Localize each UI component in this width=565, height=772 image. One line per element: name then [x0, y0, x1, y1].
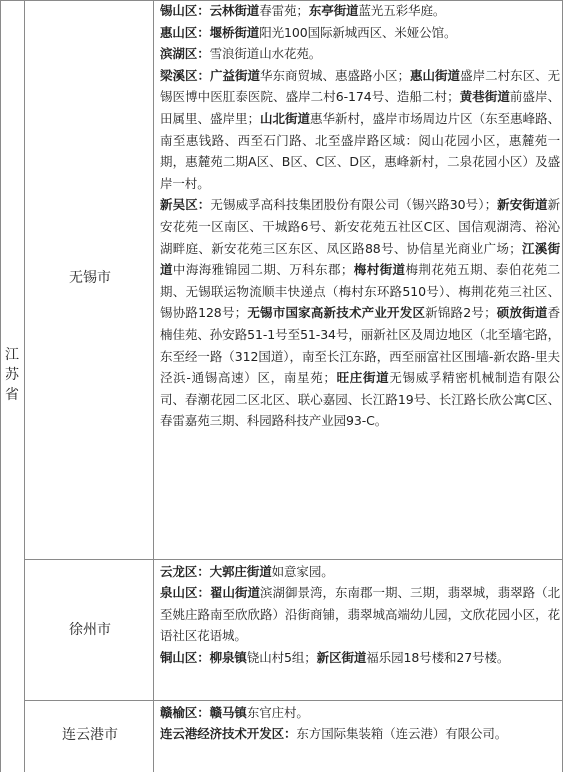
location-text: 蓝光五彩华庭。	[358, 3, 446, 18]
district-paragraph	[160, 582, 560, 646]
location-text: 无锡威孚高科技集团股份有限公司（锡兴路30号）；	[210, 197, 497, 213]
location-text: 盛岸二村东区、无锡医博中医肛泰医院、盛岸二村6-174号、造船二村；	[160, 67, 560, 105]
subdistrict-name: 硕放街道	[496, 305, 548, 321]
city-cell-lianyungang: 连云港市	[62, 727, 118, 743]
district-name: 新吴区：	[160, 197, 211, 213]
content-cell-xuzhou	[160, 561, 560, 668]
location-text: 如意家园。	[271, 564, 334, 579]
subdistrict-name: 广益街道	[210, 67, 261, 83]
location-text: 阳光100国际新城西区、米娅公馆。	[259, 24, 457, 40]
location-text: 东官庄村。	[246, 705, 309, 720]
district-paragraph	[160, 723, 560, 744]
subdistrict-name: 山北街道	[259, 110, 311, 126]
province-cell	[2, 345, 22, 405]
subdistrict-name: 赣马镇	[209, 705, 247, 720]
location-text: 东方国际集装箱（连云港）有限公司。	[296, 726, 508, 742]
district-paragraph	[160, 561, 560, 582]
district-name: 惠山区：	[160, 24, 210, 40]
subdistrict-name: 东亭街道	[308, 3, 359, 18]
district-name: 铜山区：	[160, 649, 210, 665]
location-text: 前盛岸、田属里、盛岸里；	[160, 89, 560, 126]
table-border-left	[0, 0, 1, 772]
location-text: 铙山村5组；	[246, 649, 317, 665]
location-text: 香楠佳苑、孙安路51-1号至51-34号，丽新社区及周边地区（北至墙宅路，东至经一路（312国道），南至长江东路，西至丽富社区围墙-新农路-里夫泾浜-通锡高速）区，南星苑；	[160, 305, 560, 386]
district-paragraph	[160, 22, 560, 44]
district-name: 连云港经济技术开发区：	[160, 726, 297, 742]
subdistrict-name: 无锡市国家高新技术产业开发区	[247, 305, 426, 321]
province-char: 省	[5, 387, 19, 403]
table-divider-city	[153, 0, 154, 772]
location-text: 中海海雅锦园二期、万科东郡；	[172, 262, 354, 278]
subdistrict-name: 新安街道	[496, 197, 548, 213]
district-paragraph	[160, 0, 560, 22]
location-text: 新锦路2号；	[425, 305, 497, 321]
subdistrict-name: 云林街道	[209, 3, 260, 18]
location-text: 春雷苑；	[259, 3, 309, 18]
city-cell-xuzhou: 徐州市	[69, 622, 111, 638]
district-paragraph	[160, 65, 560, 195]
district-paragraph	[160, 647, 560, 668]
subdistrict-name: 旺庄街道	[335, 370, 390, 386]
location-text: 雪浪街道山水花苑。	[209, 46, 322, 62]
row-divider-1	[24, 559, 563, 560]
location-text: 福乐园18号楼和27号楼。	[366, 649, 510, 665]
subdistrict-name: 梅村街道	[353, 262, 406, 278]
city-cell-wuxi: 无锡市	[69, 270, 111, 286]
district-paragraph	[160, 43, 560, 65]
subdistrict-name: 翟山街道	[210, 585, 261, 601]
row-divider-2	[24, 700, 563, 701]
table-border-right	[562, 0, 563, 772]
district-paragraph	[160, 702, 560, 723]
content-cell-lianyungang	[160, 702, 560, 745]
province-char: 江	[5, 347, 19, 363]
district-name: 赣榆区：	[160, 705, 210, 720]
subdistrict-name: 柳泉镇	[209, 649, 247, 665]
table-divider-province	[24, 0, 25, 772]
subdistrict-name: 大郭庄街道	[209, 564, 272, 579]
location-text: 梅荆花苑五期、泰伯花苑二期、无锡联运物流顺丰快递点（梅村东环路510号）、梅荆花苑三社区、锡协路128号；	[160, 262, 560, 321]
subdistrict-name: 惠山街道	[409, 67, 461, 83]
location-text: 惠华新村，盛岸市场周边片区（东至惠峰路、南至惠钱路、西至石门路、北至盛岸路区域：阅山花园小区，惠麓苑一期，惠麓苑二期A区、B区、C区、D区，惠峰新村，二泉花园小区）及盛岸一村。	[160, 110, 560, 191]
subdistrict-name: 黄巷街道	[459, 89, 510, 105]
location-text: 新安花苑一区南区、干城路6号、新安花苑五社区C区、国信观湖湾、裕沁湖畔庭、新安花苑三区东区、凤区路88号、协信星光商业广场；	[160, 197, 560, 256]
location-text: 无锡威孚精密机械制造有限公司、春潮花园二区北区、联心嘉园、长江路19号、长江路长欣公寓C区、春雷嘉苑三期、科园路科技产业园93-C。	[160, 370, 560, 429]
district-name: 滨湖区：	[160, 46, 210, 62]
subdistrict-name: 江溪街道	[160, 240, 560, 278]
district-name: 锡山区：	[160, 3, 210, 18]
content-cell-wuxi	[160, 0, 560, 432]
district-name: 云龙区：	[160, 564, 210, 579]
district-paragraph	[160, 194, 560, 432]
location-text: 华东商贸城、惠盛路小区；	[260, 67, 410, 83]
district-name: 泉山区：	[160, 585, 211, 601]
district-name: 梁溪区：	[160, 67, 211, 83]
subdistrict-name: 堰桥街道	[209, 24, 260, 40]
province-char: 苏	[5, 367, 19, 383]
subdistrict-name: 新区街道	[316, 649, 367, 665]
location-text: 滨湖御景湾，东南郡一期、三期，翡翠城，翡翠路（北至姚庄路南至欣欣路）沿街商铺，翡翠城高端幼儿园，文欣花园小区，花语社区花语城。	[160, 585, 560, 644]
